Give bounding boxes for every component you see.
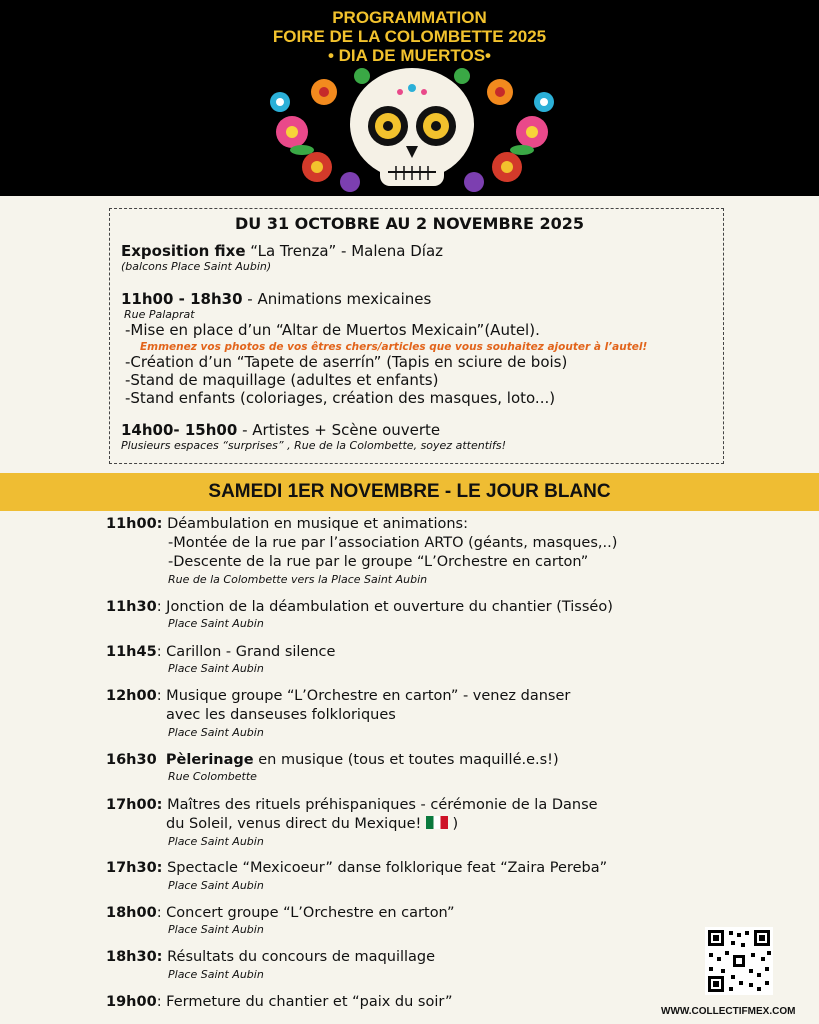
event-time: 11h00: [106,516,163,532]
event-time: 17h30: [106,860,163,876]
event-time: 16h30 [106,752,157,768]
event-text: : Musique groupe “L’Orchestre en carton” - venez danser [156,688,571,704]
event-text: Spectacle “Mexicoeur” danse folklorique feat “Zaira Pereba” [162,860,608,876]
qr-code[interactable] [705,927,773,995]
mexico-flag-icon [426,816,448,829]
event-location: Place Saint Aubin [168,617,264,630]
animations-line [121,290,431,308]
day-title: SAMEDI 1ER NOVEMBRE - LE JOUR BLANC [208,481,611,502]
event-row [106,797,598,813]
event-subline: -Montée de la rue par l’association ARTO (géants, masques,..) [168,535,618,551]
event-time: 11h45 [106,644,157,660]
event-text: en musique (tous et toutes maquillé.e.s!) [253,752,559,768]
event-text: Résultats du concours de maquillage [162,949,436,965]
stage-line [121,421,440,439]
event-location: Rue Colombette [168,770,257,783]
event-subline: avec les danseuses folkloriques [166,707,396,723]
event-text: : Jonction de la déambulation et ouverture du chantier (Tisséo) [156,599,613,615]
event-location: Place Saint Aubin [168,968,264,981]
event-subline-end: ) [447,816,459,832]
event-time: 19h00 [106,994,157,1010]
expo-location: (balcons Place Saint Aubin) [121,260,272,273]
animations-time: 11h00 - 18h30 [121,290,243,308]
expo-label: Exposition fixe [121,242,246,260]
event-time: 18h30: [106,949,163,965]
expo-text: “La Trenza” - Malena Díaz [245,242,444,260]
event-text: : Fermeture du chantier et “paix du soir” [156,994,453,1010]
animation-item: -Stand enfants (coloriages, création des masques, loto...) [125,389,556,407]
event-subline-text: du Soleil, venus direct du Mexique! [166,816,426,832]
event-text: : Concert groupe “L’Orchestre en carton” [156,905,455,921]
event-row [106,994,452,1010]
event-time: 18h00 [106,905,157,921]
event-location: Rue de la Colombette vers la Place Saint Aubin [168,573,428,586]
header-title-3: • DIA DE MUERTOS• [327,46,492,65]
event-row [106,644,335,660]
event-row [106,688,570,704]
event-subline: -Descente de la rue par le groupe “L’Orchestre en carton” [168,554,589,570]
event-row [106,949,435,965]
event-location: Place Saint Aubin [168,835,264,848]
header-banner [0,0,819,196]
stage-text: - Artistes + Scène ouverte [237,421,441,439]
event-subline [166,816,458,832]
box-title: DU 31 OCTOBRE AU 2 NOVEMBRE 2025 [234,214,585,233]
event-time: 17h00: [106,797,163,813]
animations-text: - Animations mexicaines [242,290,432,308]
animation-item: -Création d’un “Tapete de aserrín” (Tapis en sciure de bois) [125,353,568,371]
altar-note: Emmenez vos photos de vos êtres chers/articles que vous souhaitez ajouter à l’autel! [140,341,648,353]
event-time: 12h00 [106,688,157,704]
website-link[interactable]: WWW.COLLECTIFMEX.COM [661,1006,796,1017]
event-text: : Carillon - Grand silence [156,644,336,660]
stage-note: Plusieurs espaces “surprises” , Rue de la Colombette, soyez attentifs! [121,439,507,452]
animations-location: Rue Palaprat [124,308,195,321]
event-row [106,752,559,768]
event-text: Maîtres des rituels préhispaniques - cérémonie de la Danse [162,797,598,813]
skull-icon [350,68,474,186]
event-location: Place Saint Aubin [168,726,264,739]
event-location: Place Saint Aubin [168,662,264,675]
event-location: Place Saint Aubin [168,923,264,936]
expo-line [121,242,443,260]
event-location: Place Saint Aubin [168,879,264,892]
event-row [106,599,613,615]
header-title-2: FOIRE DE LA COLOMBETTE 2025 [272,27,547,46]
event-row [106,516,468,532]
animation-item: -Mise en place d’un “Altar de Muertos Mexicain”(Autel). [125,321,540,339]
event-row [106,860,607,876]
event-row [106,905,454,921]
header-title-1: PROGRAMMATION [332,8,487,27]
event-highlight: Pèlerinage [165,752,254,768]
event-time: 11h30 [106,599,157,615]
stage-time: 14h00- 15h00 [121,421,238,439]
day-banner [0,473,819,511]
skull-illustration [262,62,562,196]
event-text: Déambulation en musique et animations: [162,516,468,532]
animation-item: -Stand de maquillage (adultes et enfants) [125,371,439,389]
